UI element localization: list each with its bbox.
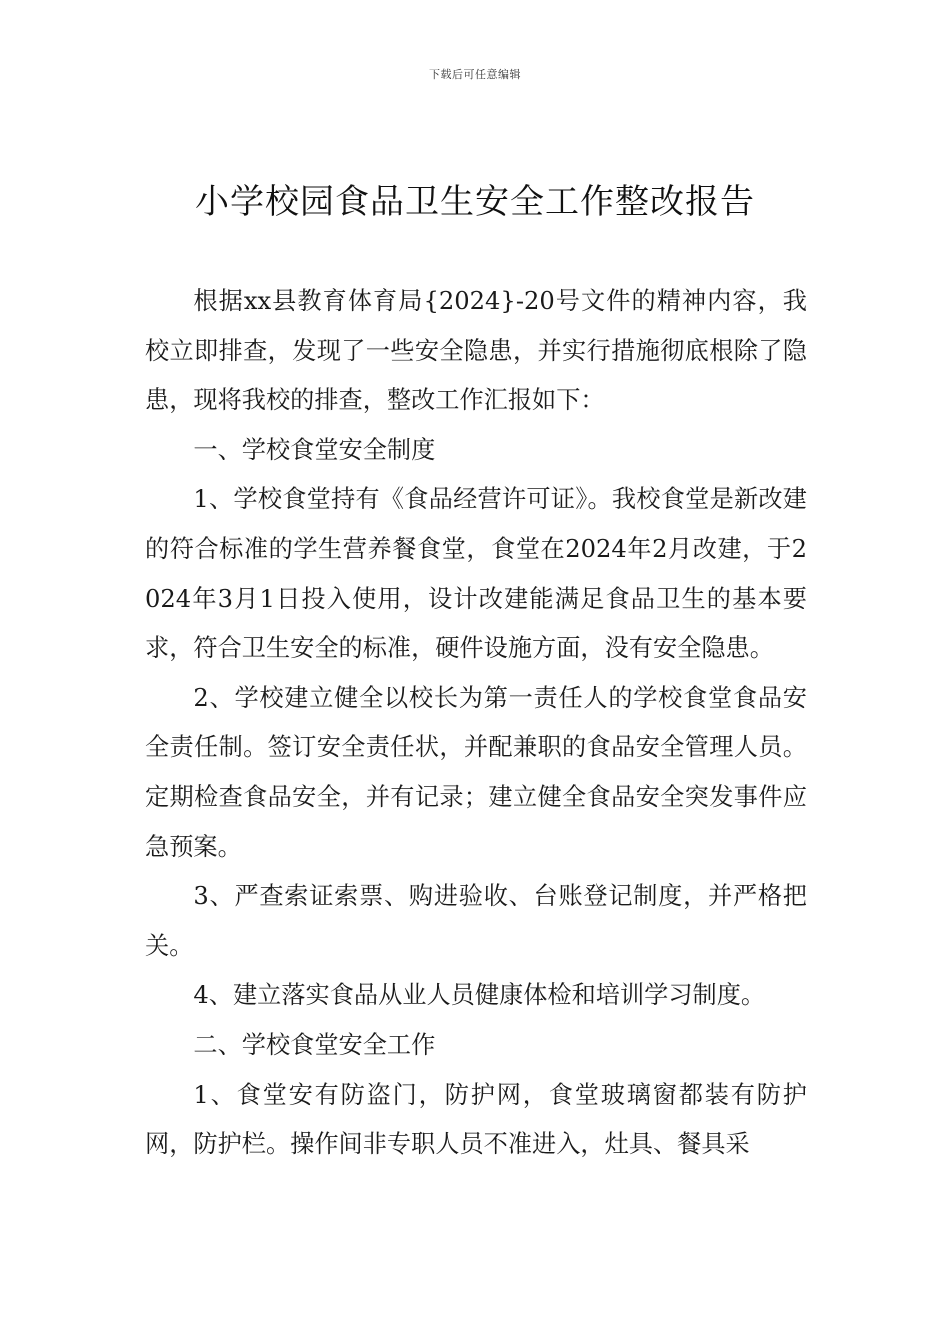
paragraph-license: 1、学校食堂持有《食品经营许可证》。我校食堂是新改建的符合标准的学生营养餐食堂，食堂在2024年2月改建，于2024年3月1日投入使用，设计改建能满足食品卫生的基本要求，符合卫生安全的标准，硬件设施方面，没有安全隐患。 bbox=[145, 485, 807, 663]
page-title: 小学校园食品卫生安全工作整改报告 bbox=[195, 182, 755, 222]
section-heading-canteen-rules: 一、学校食堂安全制度 bbox=[193, 435, 436, 464]
paragraph-inspection: 3、严查索证索票、购进验收、台账登记制度，并严格把关。 bbox=[145, 882, 807, 960]
download-note: 下载后可任意编辑 bbox=[429, 68, 521, 81]
section-heading-canteen-work: 二、学校食堂安全工作 bbox=[193, 1030, 436, 1059]
paragraph-security-measures: 1、食堂安有防盗门，防护网，食堂玻璃窗都装有防护网，防护栏。操作间非专职人员不准进入，灶具、餐具采 bbox=[145, 1080, 807, 1159]
paragraph-health-check: 4、建立落实食品从业人员健康体检和培训学习制度。 bbox=[193, 981, 766, 1010]
intro-paragraph: 根据xx县教育体育局{2024}-20号文件的精神内容，我校立即排查，发现了一些安全隐患，并实行措施彻底根除了隐患，现将我校的排查，整改工作汇报如下： bbox=[145, 287, 807, 415]
document-body bbox=[145, 277, 807, 1170]
paragraph-responsibility: 2、学校建立健全以校长为第一责任人的学校食堂食品安全责任制。签订安全责任状，并配兼职的食品安全管理人员。定期检查食品安全，并有记录；建立健全食品安全突发事件应急预案。 bbox=[145, 683, 807, 861]
